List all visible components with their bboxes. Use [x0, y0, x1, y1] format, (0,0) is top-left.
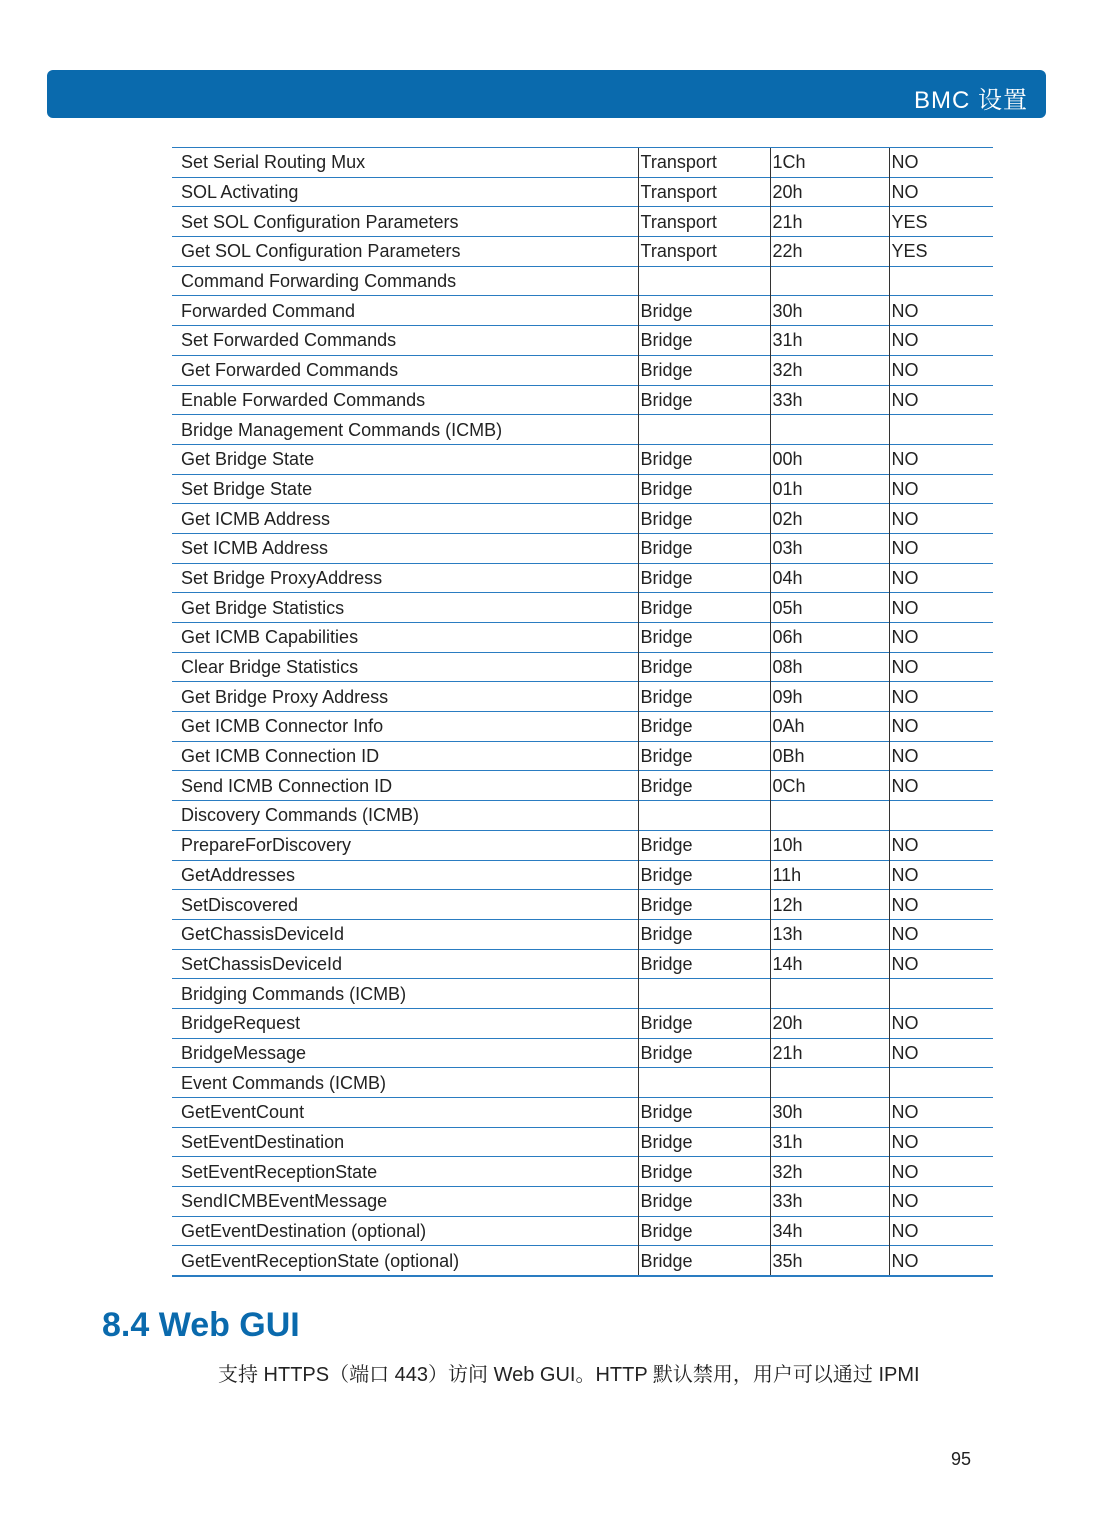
command-code-cell: 1Ch: [770, 148, 889, 178]
command-code-cell: 22h: [770, 237, 889, 267]
command-name-cell: GetAddresses: [172, 860, 638, 890]
netfn-cell: Bridge: [638, 890, 770, 920]
netfn-cell: Bridge: [638, 623, 770, 653]
support-cell: NO: [889, 1157, 993, 1187]
command-code-cell: 20h: [770, 177, 889, 207]
command-name-cell: Set SOL Configuration Parameters: [172, 207, 638, 237]
command-code-cell: 31h: [770, 1127, 889, 1157]
section-body-text: 支持 HTTPS（端口 443）访问 Web GUI。HTTP 默认禁用，用户可以通过 IPMI: [218, 1364, 920, 1386]
command-name-cell: Command Forwarding Commands: [172, 266, 638, 296]
netfn-cell: Bridge: [638, 1216, 770, 1246]
command-name-cell: Get Bridge State: [172, 444, 638, 474]
command-name-cell: Get Bridge Statistics: [172, 593, 638, 623]
support-cell: NO: [889, 949, 993, 979]
table-row: [172, 474, 993, 504]
netfn-cell: [638, 979, 770, 1009]
table-row: [172, 919, 993, 949]
netfn-cell: Bridge: [638, 1157, 770, 1187]
command-code-cell: 05h: [770, 593, 889, 623]
table-row: [172, 741, 993, 771]
netfn-cell: [638, 801, 770, 831]
netfn-cell: Bridge: [638, 1098, 770, 1128]
command-code-cell: 13h: [770, 919, 889, 949]
command-code-cell: 04h: [770, 563, 889, 593]
netfn-cell: [638, 415, 770, 445]
command-code-cell: 14h: [770, 949, 889, 979]
netfn-cell: Bridge: [638, 355, 770, 385]
command-code-cell: 21h: [770, 207, 889, 237]
netfn-cell: Bridge: [638, 474, 770, 504]
netfn-cell: [638, 266, 770, 296]
support-cell: NO: [889, 563, 993, 593]
support-cell: [889, 979, 993, 1009]
command-name-cell: GetEventCount: [172, 1098, 638, 1128]
command-name-cell: SendICMBEventMessage: [172, 1187, 638, 1217]
command-table: [172, 147, 993, 1277]
netfn-cell: Bridge: [638, 949, 770, 979]
command-name-cell: SetDiscovered: [172, 890, 638, 920]
support-cell: NO: [889, 444, 993, 474]
table-row: [172, 623, 993, 653]
support-cell: NO: [889, 533, 993, 563]
command-code-cell: [770, 801, 889, 831]
command-name-cell: Set Serial Routing Mux: [172, 148, 638, 178]
command-code-cell: 02h: [770, 504, 889, 534]
command-name-cell: SetChassisDeviceId: [172, 949, 638, 979]
command-code-cell: 10h: [770, 830, 889, 860]
command-code-cell: 0Ah: [770, 712, 889, 742]
support-cell: NO: [889, 830, 993, 860]
table-row: [172, 1157, 993, 1187]
netfn-cell: Bridge: [638, 1127, 770, 1157]
command-name-cell: GetEventReceptionState (optional): [172, 1246, 638, 1276]
netfn-cell: Bridge: [638, 830, 770, 860]
command-name-cell: Get SOL Configuration Parameters: [172, 237, 638, 267]
support-cell: NO: [889, 623, 993, 653]
command-name-cell: Get ICMB Address: [172, 504, 638, 534]
command-name-cell: Get ICMB Connector Info: [172, 712, 638, 742]
netfn-cell: Bridge: [638, 593, 770, 623]
netfn-cell: Transport: [638, 148, 770, 178]
support-cell: NO: [889, 326, 993, 356]
table-row: [172, 1038, 993, 1068]
support-cell: NO: [889, 593, 993, 623]
command-name-cell: Get ICMB Capabilities: [172, 623, 638, 653]
command-code-cell: [770, 979, 889, 1009]
command-code-cell: 08h: [770, 652, 889, 682]
table-row: [172, 533, 993, 563]
netfn-cell: Bridge: [638, 712, 770, 742]
table-row: [172, 652, 993, 682]
table-row: [172, 830, 993, 860]
support-cell: NO: [889, 385, 993, 415]
netfn-cell: Bridge: [638, 1187, 770, 1217]
command-name-cell: Discovery Commands (ICMB): [172, 801, 638, 831]
support-cell: NO: [889, 682, 993, 712]
support-cell: YES: [889, 207, 993, 237]
table-row: [172, 1187, 993, 1217]
command-name-cell: Set Bridge ProxyAddress: [172, 563, 638, 593]
command-name-cell: Set Bridge State: [172, 474, 638, 504]
netfn-cell: Bridge: [638, 771, 770, 801]
table-row: [172, 712, 993, 742]
netfn-cell: Bridge: [638, 1038, 770, 1068]
command-code-cell: 33h: [770, 1187, 889, 1217]
netfn-cell: Bridge: [638, 444, 770, 474]
command-name-cell: Bridging Commands (ICMB): [172, 979, 638, 1009]
netfn-cell: Bridge: [638, 563, 770, 593]
table-row: [172, 1216, 993, 1246]
netfn-cell: Bridge: [638, 533, 770, 563]
command-name-cell: BridgeRequest: [172, 1008, 638, 1038]
netfn-cell: Bridge: [638, 504, 770, 534]
command-code-cell: [770, 266, 889, 296]
support-cell: NO: [889, 1216, 993, 1246]
table-row: [172, 682, 993, 712]
command-name-cell: Get Bridge Proxy Address: [172, 682, 638, 712]
command-name-cell: SOL Activating: [172, 177, 638, 207]
netfn-cell: Transport: [638, 237, 770, 267]
support-cell: NO: [889, 148, 993, 178]
table-row: [172, 1068, 993, 1098]
command-code-cell: 09h: [770, 682, 889, 712]
table-row: [172, 949, 993, 979]
command-name-cell: PrepareForDiscovery: [172, 830, 638, 860]
support-cell: [889, 266, 993, 296]
netfn-cell: Bridge: [638, 682, 770, 712]
table-row: [172, 771, 993, 801]
support-cell: NO: [889, 474, 993, 504]
netfn-cell: Bridge: [638, 741, 770, 771]
command-code-cell: 06h: [770, 623, 889, 653]
table-row: [172, 1098, 993, 1128]
support-cell: NO: [889, 860, 993, 890]
command-code-cell: [770, 415, 889, 445]
command-code-cell: 11h: [770, 860, 889, 890]
support-cell: NO: [889, 712, 993, 742]
support-cell: NO: [889, 1098, 993, 1128]
table-row: [172, 177, 993, 207]
support-cell: NO: [889, 1127, 993, 1157]
support-cell: NO: [889, 296, 993, 326]
support-cell: [889, 801, 993, 831]
table-row: [172, 504, 993, 534]
support-cell: NO: [889, 1038, 993, 1068]
command-code-cell: 35h: [770, 1246, 889, 1276]
support-cell: NO: [889, 355, 993, 385]
netfn-cell: Bridge: [638, 296, 770, 326]
command-name-cell: Bridge Management Commands (ICMB): [172, 415, 638, 445]
table-row: [172, 237, 993, 267]
table-row: [172, 1008, 993, 1038]
support-cell: NO: [889, 1246, 993, 1276]
support-cell: NO: [889, 890, 993, 920]
support-cell: NO: [889, 177, 993, 207]
command-name-cell: Send ICMB Connection ID: [172, 771, 638, 801]
table-row: [172, 444, 993, 474]
command-name-cell: Event Commands (ICMB): [172, 1068, 638, 1098]
command-name-cell: Get ICMB Connection ID: [172, 741, 638, 771]
command-code-cell: 30h: [770, 1098, 889, 1128]
command-code-cell: [770, 1068, 889, 1098]
command-code-cell: 33h: [770, 385, 889, 415]
table-row: [172, 266, 993, 296]
netfn-cell: Transport: [638, 207, 770, 237]
table-row: [172, 1246, 993, 1276]
table-row: [172, 148, 993, 178]
command-code-cell: 00h: [770, 444, 889, 474]
command-name-cell: SetEventReceptionState: [172, 1157, 638, 1187]
support-cell: NO: [889, 1187, 993, 1217]
support-cell: [889, 1068, 993, 1098]
command-code-cell: 03h: [770, 533, 889, 563]
command-code-cell: 0Bh: [770, 741, 889, 771]
netfn-cell: [638, 1068, 770, 1098]
command-name-cell: Clear Bridge Statistics: [172, 652, 638, 682]
command-name-cell: Forwarded Command: [172, 296, 638, 326]
support-cell: [889, 415, 993, 445]
command-code-cell: 32h: [770, 355, 889, 385]
table-row: [172, 563, 993, 593]
command-name-cell: GetEventDestination (optional): [172, 1216, 638, 1246]
netfn-cell: Bridge: [638, 652, 770, 682]
table-row: [172, 326, 993, 356]
command-code-cell: 21h: [770, 1038, 889, 1068]
table-row: [172, 415, 993, 445]
table-row: [172, 801, 993, 831]
netfn-cell: Bridge: [638, 1246, 770, 1276]
section-heading: 8.4 Web GUI: [102, 1306, 300, 1344]
command-table-body: [172, 148, 993, 1277]
command-name-cell: Set Forwarded Commands: [172, 326, 638, 356]
command-code-cell: 32h: [770, 1157, 889, 1187]
netfn-cell: Bridge: [638, 326, 770, 356]
support-cell: NO: [889, 504, 993, 534]
page-number: 95: [951, 1449, 972, 1469]
header-title: BMC 设置: [914, 87, 1028, 114]
support-cell: YES: [889, 237, 993, 267]
command-name-cell: Enable Forwarded Commands: [172, 385, 638, 415]
command-name-cell: BridgeMessage: [172, 1038, 638, 1068]
netfn-cell: Bridge: [638, 1008, 770, 1038]
table-row: [172, 890, 993, 920]
support-cell: NO: [889, 652, 993, 682]
support-cell: NO: [889, 1008, 993, 1038]
netfn-cell: Bridge: [638, 385, 770, 415]
command-name-cell: Set ICMB Address: [172, 533, 638, 563]
netfn-cell: Bridge: [638, 919, 770, 949]
command-code-cell: 20h: [770, 1008, 889, 1038]
netfn-cell: Bridge: [638, 860, 770, 890]
command-code-cell: 34h: [770, 1216, 889, 1246]
command-code-cell: 0Ch: [770, 771, 889, 801]
table-row: [172, 296, 993, 326]
support-cell: NO: [889, 741, 993, 771]
netfn-cell: Transport: [638, 177, 770, 207]
header-bar: [47, 70, 1046, 118]
table-row: [172, 1127, 993, 1157]
table-row: [172, 385, 993, 415]
command-name-cell: SetEventDestination: [172, 1127, 638, 1157]
command-name-cell: GetChassisDeviceId: [172, 919, 638, 949]
table-row: [172, 979, 993, 1009]
support-cell: NO: [889, 771, 993, 801]
command-code-cell: 01h: [770, 474, 889, 504]
support-cell: NO: [889, 919, 993, 949]
command-name-cell: Get Forwarded Commands: [172, 355, 638, 385]
command-code-cell: 31h: [770, 326, 889, 356]
table-row: [172, 207, 993, 237]
table-row: [172, 860, 993, 890]
table-row: [172, 355, 993, 385]
command-code-cell: 30h: [770, 296, 889, 326]
command-code-cell: 12h: [770, 890, 889, 920]
table-row: [172, 593, 993, 623]
